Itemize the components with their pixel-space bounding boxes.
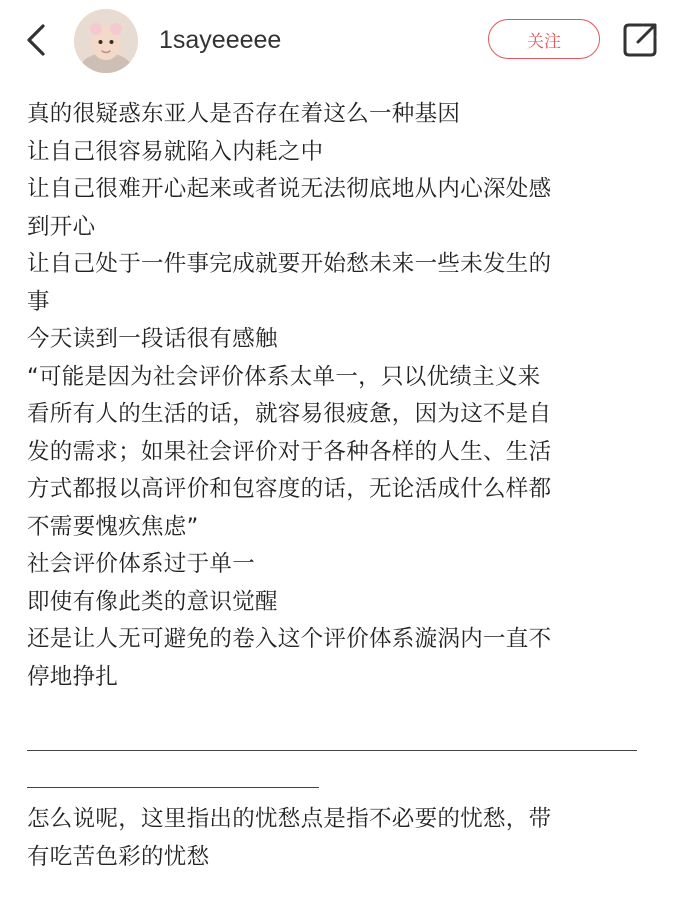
- post-line: 今天读到一段话很有感触: [27, 326, 278, 352]
- post-line: “可能是因为社会评价体系太单一，只以优绩主义来: [27, 363, 541, 390]
- post-line: 还是让人无可避免的卷入这个评价体系漩涡内一直不: [27, 626, 552, 652]
- post-line: 让自己很难开心起来或者说无法彻底地从内心深处感: [27, 176, 552, 202]
- post-line: 看所有人的生活的话，就容易很疲惫，因为这不是自: [27, 401, 552, 427]
- post-line: 不需要愧疚焦虑”: [27, 513, 199, 540]
- avatar[interactable]: [74, 9, 138, 73]
- post-line: 怎么说呢，这里指出的忧愁点是指不必要的忧愁，带: [27, 806, 552, 832]
- post-body: [27, 96, 667, 876]
- post-header: [0, 0, 690, 84]
- post-line: 到开心: [27, 213, 96, 240]
- divider-rule: [27, 787, 319, 788]
- divider-line: [27, 758, 667, 796]
- follow-button[interactable]: 关注: [488, 19, 600, 59]
- post-line: 让自己很容易就陷入内耗之中: [27, 138, 324, 165]
- post-line: 有吃苦色彩的忧愁: [27, 843, 210, 870]
- back-button[interactable]: [18, 20, 54, 60]
- post-line: 发的需求；如果社会评价对于各种各样的人生、生活: [27, 438, 552, 465]
- post-line: 让自己处于一件事完成就要开始愁未来一些未发生的: [27, 251, 552, 277]
- post-line: 方式都报以高评价和包容度的话，无论活成什么样都: [27, 476, 552, 502]
- share-button[interactable]: [620, 20, 660, 60]
- username[interactable]: 1sayeeeee: [159, 26, 282, 54]
- share-external-icon: [620, 20, 660, 60]
- divider-line: [27, 720, 667, 758]
- post-line: 事: [27, 288, 50, 315]
- post-line: 社会评价体系过于单一: [27, 551, 256, 577]
- post-line: 即使有像此类的意识觉醒: [27, 588, 278, 615]
- post-line: 停地挣扎: [27, 663, 119, 690]
- divider-rule: [27, 750, 637, 751]
- post-line: 真的很疑惑东亚人是否存在着这么一种基因: [27, 101, 461, 127]
- chevron-left-icon: [25, 23, 47, 57]
- spacer: [27, 696, 667, 720]
